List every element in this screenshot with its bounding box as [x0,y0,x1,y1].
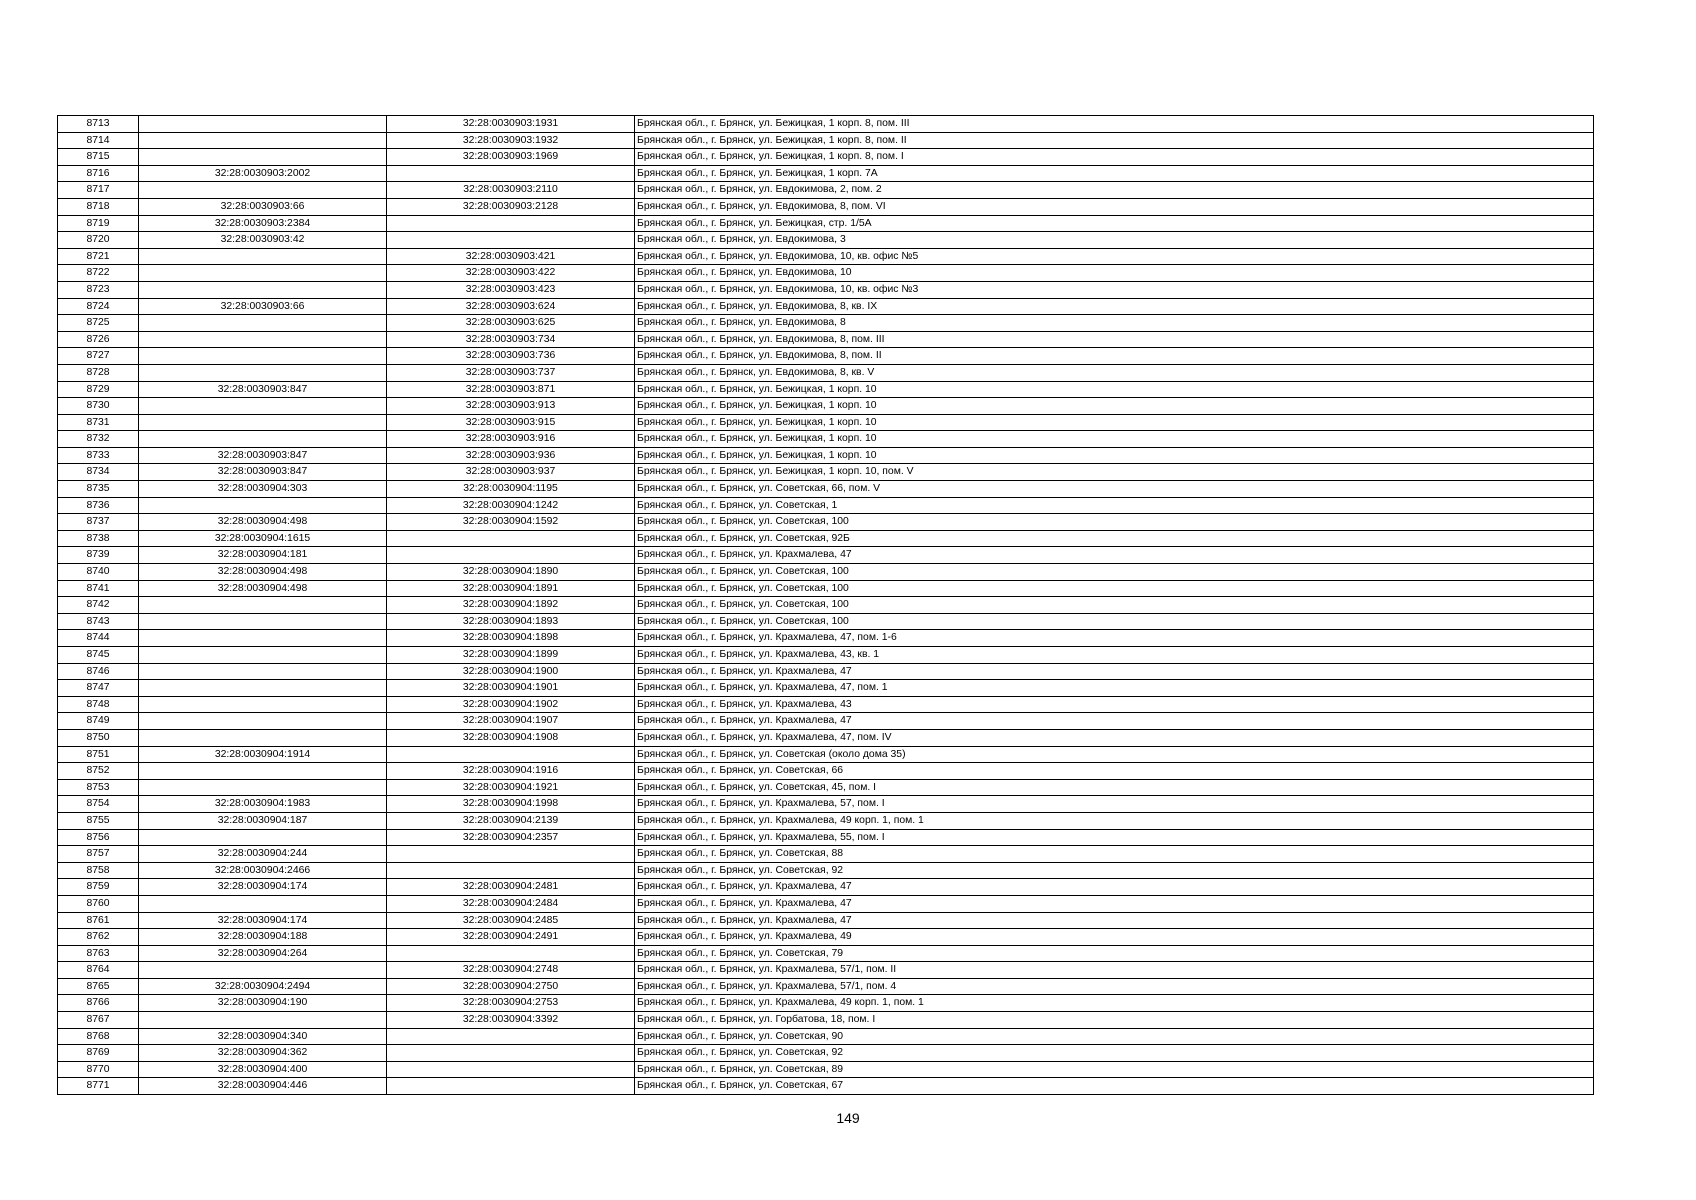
table-row [58,663,1594,680]
row-number-cell: 8757 [58,846,139,863]
table-row [58,497,1594,514]
cadastral-number-cell: 32:28:0030903:871 [387,381,635,398]
cadastral-number-cell: 32:28:0030904:2491 [387,929,635,946]
parent-cadastral-number-cell: 32:28:0030904:174 [139,879,387,896]
cadastral-number-cell [387,1028,635,1045]
page-number: 149 [836,1110,860,1126]
parent-cadastral-number-cell [139,398,387,415]
parent-cadastral-number-cell [139,663,387,680]
parent-cadastral-number-cell: 32:28:0030904:400 [139,1061,387,1078]
address-cell: Брянская обл., г. Брянск, ул. Бежицкая, 1 корп. 10 [635,398,1594,415]
address-cell: Брянская обл., г. Брянск, ул. Бежицкая, 1 корп. 10 [635,381,1594,398]
cadastral-table [57,115,1594,1095]
row-number-cell: 8765 [58,978,139,995]
table-row [58,929,1594,946]
row-number-cell: 8769 [58,1045,139,1062]
cadastral-number-cell: 32:28:0030904:1891 [387,580,635,597]
table-row [58,182,1594,199]
row-number-cell: 8730 [58,398,139,415]
row-number-cell: 8719 [58,215,139,232]
row-number-cell: 8762 [58,929,139,946]
cadastral-number-cell: 32:28:0030904:1901 [387,680,635,697]
table-row [58,696,1594,713]
address-cell: Брянская обл., г. Брянск, ул. Горбатова, 18, пом. I [635,1012,1594,1029]
cadastral-number-cell: 32:28:0030904:2484 [387,895,635,912]
table-row [58,298,1594,315]
cadastral-number-cell: 32:28:0030904:2748 [387,962,635,979]
table-row [58,348,1594,365]
row-number-cell: 8720 [58,232,139,249]
table-row [58,829,1594,846]
cadastral-number-cell: 32:28:0030904:2481 [387,879,635,896]
address-cell: Брянская обл., г. Брянск, ул. Крахмалева, 43 [635,696,1594,713]
parent-cadastral-number-cell: 32:28:0030904:340 [139,1028,387,1045]
address-cell: Брянская обл., г. Брянск, ул. Советская, 45, пом. I [635,779,1594,796]
table-row [58,431,1594,448]
address-cell: Брянская обл., г. Брянск, ул. Советская, 100 [635,514,1594,531]
address-cell: Брянская обл., г. Брянск, ул. Евдокимова, 10, кв. офис №3 [635,281,1594,298]
parent-cadastral-number-cell [139,895,387,912]
address-cell: Брянская обл., г. Брянск, ул. Крахмалева, 49 корп. 1, пом. 1 [635,812,1594,829]
address-cell: Брянская обл., г. Брянск, ул. Советская, 90 [635,1028,1594,1045]
parent-cadastral-number-cell [139,630,387,647]
table-row [58,265,1594,282]
row-number-cell: 8756 [58,829,139,846]
address-cell: Брянская обл., г. Брянск, ул. Евдокимова, 8, пом. III [635,331,1594,348]
address-cell: Брянская обл., г. Брянск, ул. Евдокимова, 8, кв. IX [635,298,1594,315]
parent-cadastral-number-cell [139,364,387,381]
parent-cadastral-number-cell [139,962,387,979]
row-number-cell: 8733 [58,447,139,464]
table-row [58,613,1594,630]
parent-cadastral-number-cell: 32:28:0030903:66 [139,198,387,215]
parent-cadastral-number-cell: 32:28:0030904:498 [139,564,387,581]
table-row [58,116,1594,133]
address-cell: Брянская обл., г. Брянск, ул. Евдокимова, 8 [635,315,1594,332]
table-row [58,447,1594,464]
cadastral-number-cell: 32:28:0030904:1899 [387,647,635,664]
parent-cadastral-number-cell [139,331,387,348]
table-row [58,713,1594,730]
table-row [58,879,1594,896]
address-cell: Брянская обл., г. Брянск, ул. Советская, 92 [635,1045,1594,1062]
table-body [58,116,1594,1095]
cadastral-number-cell [387,862,635,879]
address-cell: Брянская обл., г. Брянск, ул. Советская, 66 [635,763,1594,780]
table-row [58,912,1594,929]
address-cell: Брянская обл., г. Брянск, ул. Советская, 100 [635,564,1594,581]
table-row [58,364,1594,381]
cadastral-number-cell: 32:28:0030904:1916 [387,763,635,780]
address-cell: Брянская обл., г. Брянск, ул. Советская, 79 [635,945,1594,962]
parent-cadastral-number-cell [139,497,387,514]
parent-cadastral-number-cell [139,248,387,265]
parent-cadastral-number-cell: 32:28:0030903:847 [139,464,387,481]
parent-cadastral-number-cell [139,265,387,282]
address-cell: Брянская обл., г. Брянск, ул. Крахмалева, 47 [635,912,1594,929]
parent-cadastral-number-cell [139,149,387,166]
table-row [58,331,1594,348]
table-row [58,812,1594,829]
table-row [58,1061,1594,1078]
row-number-cell: 8768 [58,1028,139,1045]
address-cell: Брянская обл., г. Брянск, ул. Советская, 66, пом. V [635,481,1594,498]
table-row [58,945,1594,962]
table-row [58,198,1594,215]
address-cell: Брянская обл., г. Брянск, ул. Бежицкая, 1 корп. 8, пом. I [635,149,1594,166]
cadastral-number-cell [387,215,635,232]
row-number-cell: 8759 [58,879,139,896]
address-cell: Брянская обл., г. Брянск, ул. Бежицкая, стр. 1/5А [635,215,1594,232]
table-row [58,895,1594,912]
cadastral-number-cell: 32:28:0030904:3392 [387,1012,635,1029]
row-number-cell: 8746 [58,663,139,680]
row-number-cell: 8751 [58,746,139,763]
row-number-cell: 8738 [58,530,139,547]
cadastral-number-cell: 32:28:0030903:736 [387,348,635,365]
address-cell: Брянская обл., г. Брянск, ул. Советская, 92Б [635,530,1594,547]
address-cell: Брянская обл., г. Брянск, ул. Крахмалева, 57/1, пом. II [635,962,1594,979]
row-number-cell: 8749 [58,713,139,730]
cadastral-number-cell: 32:28:0030904:1900 [387,663,635,680]
cadastral-number-cell: 32:28:0030904:1898 [387,630,635,647]
cadastral-number-cell: 32:28:0030903:916 [387,431,635,448]
cadastral-number-cell: 32:28:0030903:1969 [387,149,635,166]
row-number-cell: 8747 [58,680,139,697]
cadastral-number-cell: 32:28:0030903:2128 [387,198,635,215]
parent-cadastral-number-cell: 32:28:0030904:190 [139,995,387,1012]
table-row [58,779,1594,796]
parent-cadastral-number-cell: 32:28:0030903:2384 [139,215,387,232]
cadastral-number-cell: 32:28:0030903:624 [387,298,635,315]
row-number-cell: 8752 [58,763,139,780]
table-row [58,547,1594,564]
row-number-cell: 8731 [58,414,139,431]
cadastral-number-cell: 32:28:0030904:1902 [387,696,635,713]
parent-cadastral-number-cell: 32:28:0030904:1615 [139,530,387,547]
row-number-cell: 8761 [58,912,139,929]
table-row [58,1012,1594,1029]
row-number-cell: 8732 [58,431,139,448]
address-cell: Брянская обл., г. Брянск, ул. Крахмалева, 49 корп. 1, пом. 1 [635,995,1594,1012]
address-cell: Брянская обл., г. Брянск, ул. Советская, 92 [635,862,1594,879]
address-cell: Брянская обл., г. Брянск, ул. Евдокимова, 8, пом. II [635,348,1594,365]
parent-cadastral-number-cell [139,696,387,713]
address-cell: Брянская обл., г. Брянск, ул. Бежицкая, 1 корп. 10, пом. V [635,464,1594,481]
cadastral-number-cell: 32:28:0030904:1907 [387,713,635,730]
table-row [58,995,1594,1012]
address-cell: Брянская обл., г. Брянск, ул. Бежицкая, 1 корп. 8, пом. III [635,116,1594,133]
cadastral-number-cell: 32:28:0030903:915 [387,414,635,431]
row-number-cell: 8734 [58,464,139,481]
table-row [58,746,1594,763]
parent-cadastral-number-cell: 32:28:0030904:446 [139,1078,387,1095]
table-row [58,846,1594,863]
parent-cadastral-number-cell [139,680,387,697]
parent-cadastral-number-cell: 32:28:0030904:362 [139,1045,387,1062]
row-number-cell: 8743 [58,613,139,630]
table-row [58,1078,1594,1095]
table-row [58,464,1594,481]
table-row [58,862,1594,879]
address-cell: Брянская обл., г. Брянск, ул. Евдокимова, 3 [635,232,1594,249]
parent-cadastral-number-cell: 32:28:0030904:188 [139,929,387,946]
parent-cadastral-number-cell [139,132,387,149]
row-number-cell: 8771 [58,1078,139,1095]
parent-cadastral-number-cell [139,647,387,664]
parent-cadastral-number-cell [139,116,387,133]
parent-cadastral-number-cell: 32:28:0030903:847 [139,381,387,398]
row-number-cell: 8766 [58,995,139,1012]
row-number-cell: 8718 [58,198,139,215]
parent-cadastral-number-cell: 32:28:0030904:181 [139,547,387,564]
cadastral-number-cell: 32:28:0030904:1890 [387,564,635,581]
row-number-cell: 8758 [58,862,139,879]
cadastral-number-cell: 32:28:0030904:1195 [387,481,635,498]
table-row [58,514,1594,531]
cadastral-number-cell [387,232,635,249]
parent-cadastral-number-cell [139,182,387,199]
table-row [58,597,1594,614]
cadastral-number-cell [387,1078,635,1095]
address-cell: Брянская обл., г. Брянск, ул. Крахмалева, 47, пом. 1 [635,680,1594,697]
address-cell: Брянская обл., г. Брянск, ул. Советская, 88 [635,846,1594,863]
address-cell: Брянская обл., г. Брянск, ул. Советская, 100 [635,597,1594,614]
table-row [58,414,1594,431]
table-row [58,232,1594,249]
parent-cadastral-number-cell: 32:28:0030904:264 [139,945,387,962]
cadastral-number-cell: 32:28:0030903:422 [387,265,635,282]
parent-cadastral-number-cell: 32:28:0030904:1983 [139,796,387,813]
table-row [58,248,1594,265]
table-row [58,564,1594,581]
row-number-cell: 8741 [58,580,139,597]
cadastral-number-cell: 32:28:0030903:423 [387,281,635,298]
address-cell: Брянская обл., г. Брянск, ул. Крахмалева, 47 [635,879,1594,896]
parent-cadastral-number-cell: 32:28:0030904:174 [139,912,387,929]
cadastral-number-cell: 32:28:0030904:2485 [387,912,635,929]
row-number-cell: 8740 [58,564,139,581]
row-number-cell: 8715 [58,149,139,166]
parent-cadastral-number-cell: 32:28:0030904:2466 [139,862,387,879]
row-number-cell: 8725 [58,315,139,332]
table-row [58,680,1594,697]
table-row [58,647,1594,664]
address-cell: Брянская обл., г. Брянск, ул. Крахмалева, 49 [635,929,1594,946]
cadastral-number-cell: 32:28:0030904:2357 [387,829,635,846]
row-number-cell: 8750 [58,729,139,746]
row-number-cell: 8717 [58,182,139,199]
table-row [58,530,1594,547]
row-number-cell: 8754 [58,796,139,813]
cadastral-number-cell [387,547,635,564]
parent-cadastral-number-cell: 32:28:0030904:1914 [139,746,387,763]
cadastral-number-cell [387,165,635,182]
row-number-cell: 8770 [58,1061,139,1078]
address-cell: Брянская обл., г. Брянск, ул. Советская, 100 [635,613,1594,630]
table-row [58,729,1594,746]
parent-cadastral-number-cell: 32:28:0030903:2002 [139,165,387,182]
row-number-cell: 8745 [58,647,139,664]
address-cell: Брянская обл., г. Брянск, ул. Советская, 100 [635,580,1594,597]
row-number-cell: 8744 [58,630,139,647]
table-row [58,796,1594,813]
parent-cadastral-number-cell [139,281,387,298]
cadastral-number-cell: 32:28:0030904:1921 [387,779,635,796]
table-row [58,580,1594,597]
row-number-cell: 8755 [58,812,139,829]
address-cell: Брянская обл., г. Брянск, ул. Евдокимова, 10, кв. офис №5 [635,248,1594,265]
cadastral-number-cell: 32:28:0030904:1998 [387,796,635,813]
cadastral-number-cell: 32:28:0030904:1893 [387,613,635,630]
parent-cadastral-number-cell: 32:28:0030904:303 [139,481,387,498]
parent-cadastral-number-cell: 32:28:0030904:498 [139,514,387,531]
address-cell: Брянская обл., г. Брянск, ул. Советская (около дома 35) [635,746,1594,763]
table-row [58,315,1594,332]
cadastral-number-cell [387,1045,635,1062]
parent-cadastral-number-cell [139,1012,387,1029]
row-number-cell: 8764 [58,962,139,979]
row-number-cell: 8724 [58,298,139,315]
table-row [58,1028,1594,1045]
address-cell: Брянская обл., г. Брянск, ул. Крахмалева, 47, пом. IV [635,729,1594,746]
parent-cadastral-number-cell [139,315,387,332]
cadastral-number-cell [387,1061,635,1078]
row-number-cell: 8737 [58,514,139,531]
table-row [58,132,1594,149]
parent-cadastral-number-cell: 32:28:0030904:187 [139,812,387,829]
cadastral-number-cell: 32:28:0030903:1931 [387,116,635,133]
address-cell: Брянская обл., г. Брянск, ул. Бежицкая, 1 корп. 10 [635,447,1594,464]
row-number-cell: 8736 [58,497,139,514]
row-number-cell: 8728 [58,364,139,381]
address-cell: Брянская обл., г. Брянск, ул. Советская, 89 [635,1061,1594,1078]
address-cell: Брянская обл., г. Брянск, ул. Крахмалева, 47 [635,713,1594,730]
table-row [58,149,1594,166]
table-row [58,481,1594,498]
table-row [58,381,1594,398]
row-number-cell: 8721 [58,248,139,265]
cadastral-number-cell [387,530,635,547]
cadastral-number-cell: 32:28:0030904:2750 [387,978,635,995]
row-number-cell: 8722 [58,265,139,282]
cadastral-number-cell: 32:28:0030903:937 [387,464,635,481]
table-row [58,398,1594,415]
table-row [58,978,1594,995]
table-row [58,165,1594,182]
parent-cadastral-number-cell: 32:28:0030903:42 [139,232,387,249]
row-number-cell: 8714 [58,132,139,149]
row-number-cell: 8753 [58,779,139,796]
parent-cadastral-number-cell [139,763,387,780]
row-number-cell: 8729 [58,381,139,398]
address-cell: Брянская обл., г. Брянск, ул. Крахмалева, 47, пом. 1-6 [635,630,1594,647]
cadastral-number-cell: 32:28:0030904:1242 [387,497,635,514]
address-cell: Брянская обл., г. Брянск, ул. Крахмалева, 47 [635,895,1594,912]
parent-cadastral-number-cell: 32:28:0030904:498 [139,580,387,597]
cadastral-number-cell [387,846,635,863]
parent-cadastral-number-cell [139,829,387,846]
cadastral-number-cell: 32:28:0030903:1932 [387,132,635,149]
address-cell: Брянская обл., г. Брянск, ул. Крахмалева, 47 [635,663,1594,680]
cadastral-number-cell [387,746,635,763]
parent-cadastral-number-cell [139,729,387,746]
row-number-cell: 8767 [58,1012,139,1029]
cadastral-number-cell: 32:28:0030903:936 [387,447,635,464]
row-number-cell: 8763 [58,945,139,962]
cadastral-number-cell: 32:28:0030904:2753 [387,995,635,1012]
cadastral-number-cell: 32:28:0030904:1592 [387,514,635,531]
row-number-cell: 8742 [58,597,139,614]
parent-cadastral-number-cell [139,613,387,630]
cadastral-number-cell: 32:28:0030903:734 [387,331,635,348]
row-number-cell: 8713 [58,116,139,133]
address-cell: Брянская обл., г. Брянск, ул. Крахмалева, 57/1, пом. 4 [635,978,1594,995]
parent-cadastral-number-cell [139,713,387,730]
address-cell: Брянская обл., г. Брянск, ул. Бежицкая, 1 корп. 8, пом. II [635,132,1594,149]
cadastral-number-cell: 32:28:0030903:421 [387,248,635,265]
row-number-cell: 8760 [58,895,139,912]
cadastral-number-cell: 32:28:0030903:737 [387,364,635,381]
table-row [58,1045,1594,1062]
parent-cadastral-number-cell: 32:28:0030903:847 [139,447,387,464]
parent-cadastral-number-cell: 32:28:0030904:2494 [139,978,387,995]
address-cell: Брянская обл., г. Брянск, ул. Бежицкая, 1 корп. 7А [635,165,1594,182]
address-cell: Брянская обл., г. Брянск, ул. Евдокимова, 2, пом. 2 [635,182,1594,199]
address-cell: Брянская обл., г. Брянск, ул. Бежицкая, 1 корп. 10 [635,414,1594,431]
cadastral-number-cell: 32:28:0030904:1908 [387,729,635,746]
table-row [58,630,1594,647]
cadastral-number-cell [387,945,635,962]
address-cell: Брянская обл., г. Брянск, ул. Евдокимова, 10 [635,265,1594,282]
row-number-cell: 8727 [58,348,139,365]
address-cell: Брянская обл., г. Брянск, ул. Крахмалева, 47 [635,547,1594,564]
parent-cadastral-number-cell: 32:28:0030903:66 [139,298,387,315]
cadastral-number-cell: 32:28:0030903:913 [387,398,635,415]
row-number-cell: 8735 [58,481,139,498]
table-row [58,763,1594,780]
parent-cadastral-number-cell [139,779,387,796]
row-number-cell: 8723 [58,281,139,298]
address-cell: Брянская обл., г. Брянск, ул. Крахмалева, 57, пом. I [635,796,1594,813]
address-cell: Брянская обл., г. Брянск, ул. Евдокимова, 8, пом. VI [635,198,1594,215]
cadastral-number-cell: 32:28:0030904:2139 [387,812,635,829]
table-row [58,215,1594,232]
row-number-cell: 8726 [58,331,139,348]
row-number-cell: 8739 [58,547,139,564]
row-number-cell: 8748 [58,696,139,713]
parent-cadastral-number-cell [139,431,387,448]
parent-cadastral-number-cell: 32:28:0030904:244 [139,846,387,863]
address-cell: Брянская обл., г. Брянск, ул. Крахмалева, 43, кв. 1 [635,647,1594,664]
cadastral-number-cell: 32:28:0030903:625 [387,315,635,332]
table-row [58,962,1594,979]
address-cell: Брянская обл., г. Брянск, ул. Советская, 1 [635,497,1594,514]
parent-cadastral-number-cell [139,348,387,365]
address-cell: Брянская обл., г. Брянск, ул. Евдокимова, 8, кв. V [635,364,1594,381]
cadastral-number-cell: 32:28:0030904:1892 [387,597,635,614]
row-number-cell: 8716 [58,165,139,182]
address-cell: Брянская обл., г. Брянск, ул. Советская, 67 [635,1078,1594,1095]
parent-cadastral-number-cell [139,597,387,614]
address-cell: Брянская обл., г. Брянск, ул. Крахмалева, 55, пом. I [635,829,1594,846]
parent-cadastral-number-cell [139,414,387,431]
address-cell: Брянская обл., г. Брянск, ул. Бежицкая, 1 корп. 10 [635,431,1594,448]
table-row [58,281,1594,298]
cadastral-number-cell: 32:28:0030903:2110 [387,182,635,199]
